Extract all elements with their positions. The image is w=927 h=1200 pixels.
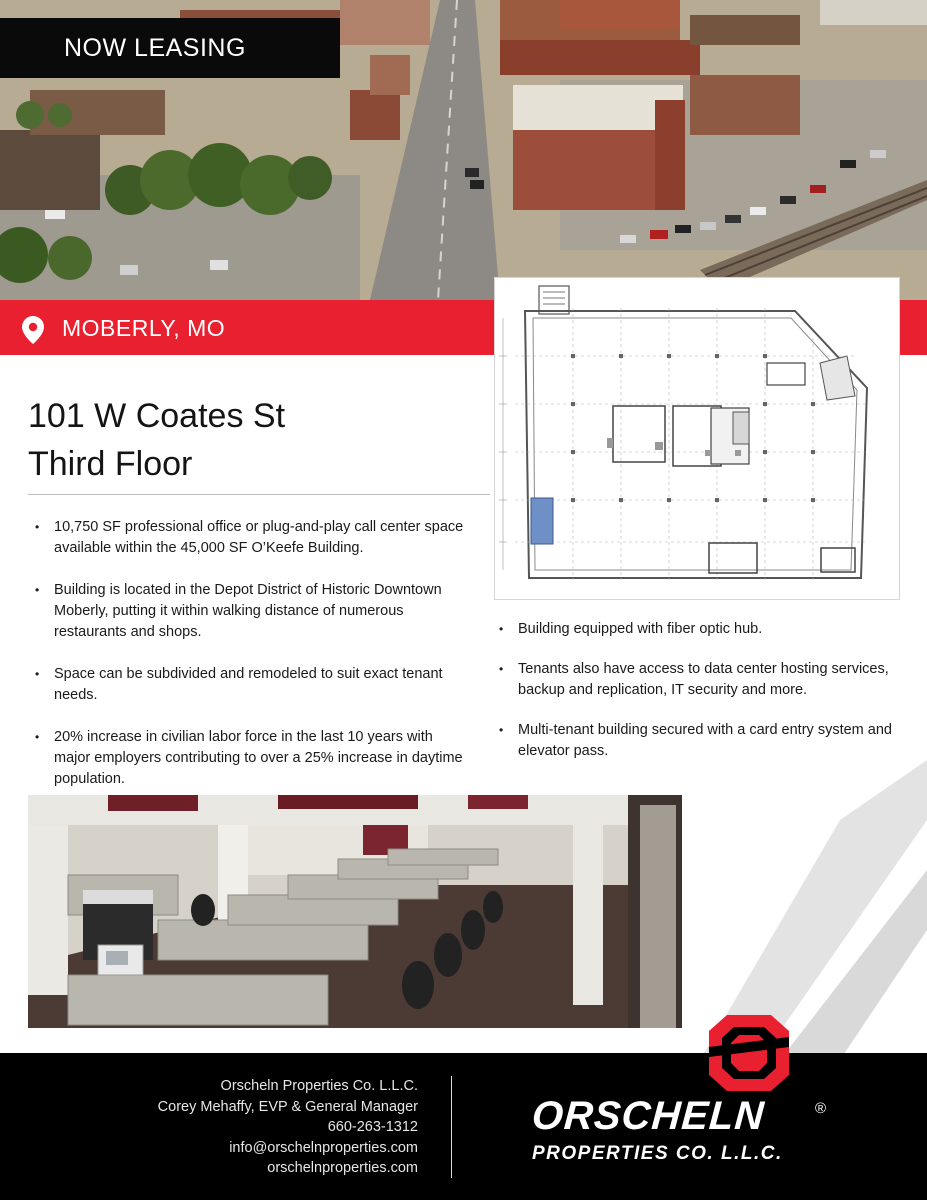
logo-subtitle: PROPERTIES CO. L.L.C. [532,1143,783,1164]
address-line-2: Third Floor [28,445,193,483]
company-name: Orscheln Properties Co. L.L.C. [220,1078,418,1094]
section-divider [28,494,490,495]
now-leasing-label: NOW LEASING [64,34,246,62]
feature-item: • Building is located in the Depot District of Historic Downtown Moberly, putting it within walking distance of numerous restaurants and shops. [28,580,468,643]
feature-item: • Building equipped with fiber optic hub. [492,619,912,640]
now-leasing-banner [0,18,340,78]
property-address [28,392,285,488]
contact-person: Corey Mehaffy, EVP & General Manager [157,1098,418,1115]
floor-plan [494,277,900,600]
contact-block [158,1076,418,1179]
website-link[interactable]: orschelnproperties.com [267,1160,418,1176]
office-cubicles-image [28,795,682,1028]
footer-divider [451,1076,452,1178]
phone-number[interactable]: 660-263-1312 [327,1119,418,1135]
floor-plan-drawing [495,278,899,599]
map-pin-icon [22,316,44,344]
email-link[interactable]: info@orschelnproperties.com [229,1139,418,1156]
address-line-1: 101 W Coates St [28,397,286,435]
features-list-right [492,619,912,762]
feature-item: • Tenants also have access to data center hosting services, backup and replication, IT security and more. [492,659,912,701]
feature-item: • Space can be subdivided and remodeled to suit exact tenant needs. [28,664,468,706]
feature-item: • 20% increase in civilian labor force in the last 10 years with major employers contributing to over a 25% increase in daytime population. [28,727,468,790]
registered-mark: ® [815,1100,827,1117]
logo-wordmark: ORSCHELN [530,1094,767,1138]
office-interior-photo [28,795,682,1028]
feature-item: • 10,750 SF professional office or plug-and-play call center space available within the 45,000 SF O’Keefe Building. [28,517,468,559]
features-list-left [28,517,468,790]
feature-item: • Multi-tenant building secured with a card entry system and elevator pass. [492,720,912,762]
location-text: MOBERLY, MO [62,315,226,341]
